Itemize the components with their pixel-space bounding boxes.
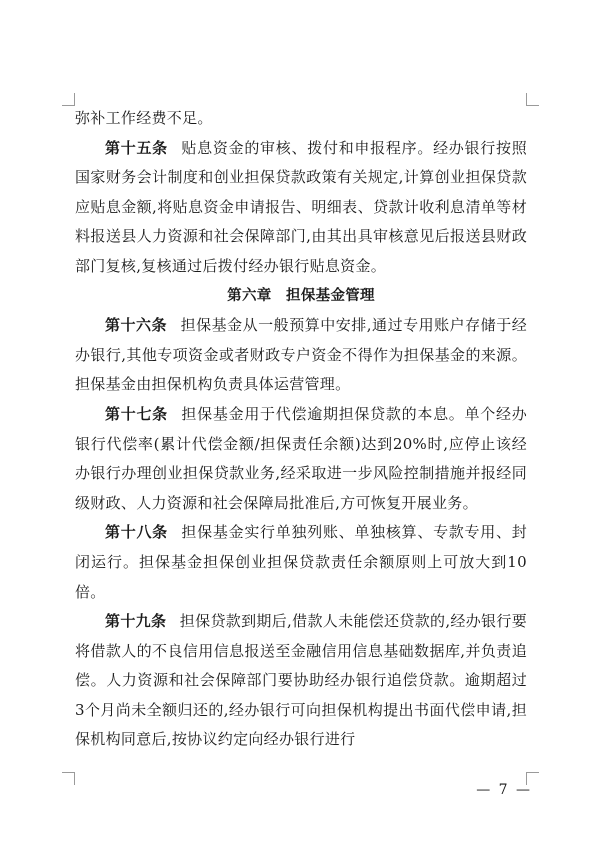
article-text: 担保基金从一般预算中安排,通过专用账户存储于经办银行,其他专项资金或者财政专户资金不得作为担保基金的来源。担保基金由担保机构负责具体运营管理。 xyxy=(75,316,528,394)
article-number: 第十八条 xyxy=(105,523,168,542)
article-number: 第十九条 xyxy=(105,612,167,631)
chapter-heading xyxy=(75,282,527,312)
article-text: 担保基金实行单独列账、单独核算、专款专用、封闭运行。担保基金担保创业担保贷款责任余额原则上可放大到10倍。 xyxy=(75,523,528,601)
article-text: 担保贷款到期后,借款人未能偿还贷款的,经办银行要将借款人的不良信用信息报送至金融信用信息基础数据库,并负责追偿。人力资源和社会保障部门要协助经办银行追偿贷款。逾期超过3个月尚未全额归还的,经办银行可向担保机构提出书面代偿申请,担保机构同意后,按协议约定向经办银行进行 xyxy=(75,612,528,749)
article-text: 担保基金用于代偿逾期担保贷款的本息。单个经办银行代偿率(累计代偿金额/担保责任余额)达到20%时,应停止该经办银行办理创业担保贷款业务,经采取进一步风险控制措施并报经同级财政、人力资源和社会保障局批准后,方可恢复开展业务。 xyxy=(75,404,528,512)
article-19 xyxy=(75,607,527,755)
crop-mark-top-left xyxy=(62,93,75,106)
paragraph-continuation xyxy=(75,104,527,134)
article-number: 第十六条 xyxy=(105,316,168,335)
chapter-title: 担保基金管理 xyxy=(286,287,375,304)
crop-mark-top-right xyxy=(526,93,539,106)
article-text: 贴息资金的审核、拨付和申报程序。经办银行按照国家财务会计制度和创业担保贷款政策有关规定,计算创业担保贷款应贴息金额,将贴息资金申请报告、明细表、贷款计收利息清单等材料报送县人力资源和社会保障部门,由其出具审核意见后报送县财政部门复核,复核通过后拨付经办银行贴息资金。 xyxy=(75,138,528,275)
document-body xyxy=(75,104,527,755)
crop-mark-bottom-left xyxy=(62,772,75,785)
article-number: 第十七条 xyxy=(105,404,168,423)
article-18 xyxy=(75,518,527,607)
page-number: — 7 — xyxy=(476,782,532,798)
paragraph-text: 弥补工作经费不足。 xyxy=(75,109,213,127)
chapter-number: 第六章 xyxy=(227,287,272,304)
article-number: 第十五条 xyxy=(105,138,168,157)
article-17 xyxy=(75,400,527,518)
article-16 xyxy=(75,311,527,400)
article-15 xyxy=(75,134,527,282)
